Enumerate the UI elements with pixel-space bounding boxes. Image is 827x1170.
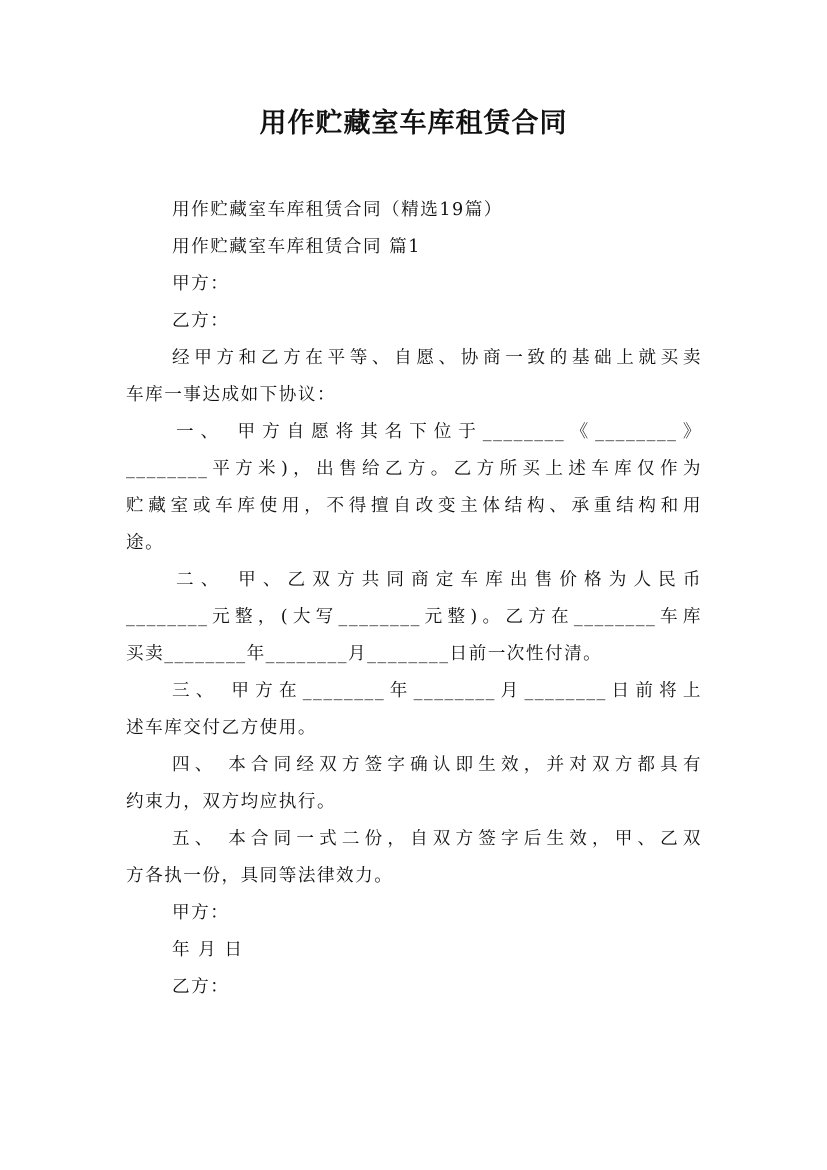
signature-date: 年 月 日 bbox=[172, 940, 244, 960]
clause-5-line-2: 方各执一份，具同等法律效力。 bbox=[126, 866, 394, 886]
clause-1-line-4: 途。 bbox=[126, 533, 165, 553]
subtitle-line: 用作贮藏室车库租赁合同（精选19篇） bbox=[172, 200, 503, 220]
clause-3-line-2: 述车库交付乙方使用。 bbox=[126, 718, 317, 738]
party-b-label: 乙方： bbox=[172, 311, 230, 331]
clause-1-line-3: 贮藏室或车库使用，不得擅自改变主体结构、承重结构和用 bbox=[126, 496, 702, 516]
clause-3-line-1: 三、 甲方在________年________月________日前将上 bbox=[172, 681, 702, 701]
clause-2-line-3: 买卖________年________月________日前一次性付清。 bbox=[126, 644, 603, 664]
document-body bbox=[126, 192, 702, 1006]
clause-2-line-2: ________元整，(大写________元整)。乙方在________车库 bbox=[126, 607, 702, 627]
clause-4-line-2: 约束力，双方均应执行。 bbox=[126, 792, 337, 812]
section-heading: 用作贮藏室车库租赁合同 篇1 bbox=[172, 237, 421, 257]
preamble-line-2: 车库一事达成如下协议： bbox=[126, 385, 337, 405]
preamble-line-1: 经甲方和乙方在平等、自愿、协商一致的基础上就买卖 bbox=[172, 348, 702, 368]
clause-2-line-1: 二、 甲、乙双方共同商定车库出售价格为人民币 bbox=[176, 570, 702, 590]
clause-5-line-1: 五、 本合同一式二份，自双方签字后生效，甲、乙双 bbox=[172, 829, 702, 849]
document-title: 用作贮藏室车库租赁合同 bbox=[259, 108, 568, 139]
clause-1-line-2: ________平方米)，出售给乙方。乙方所买上述车库仅作为 bbox=[126, 459, 702, 479]
clause-4-line-1: 四、 本合同经双方签字确认即生效，并对双方都具有 bbox=[172, 755, 702, 775]
party-a-label: 甲方： bbox=[172, 274, 230, 294]
signature-party-b: 乙方： bbox=[172, 977, 230, 997]
clause-1-line-1: 一、 甲方自愿将其名下位于________《________》 bbox=[176, 422, 702, 442]
signature-party-a: 甲方： bbox=[172, 903, 230, 923]
